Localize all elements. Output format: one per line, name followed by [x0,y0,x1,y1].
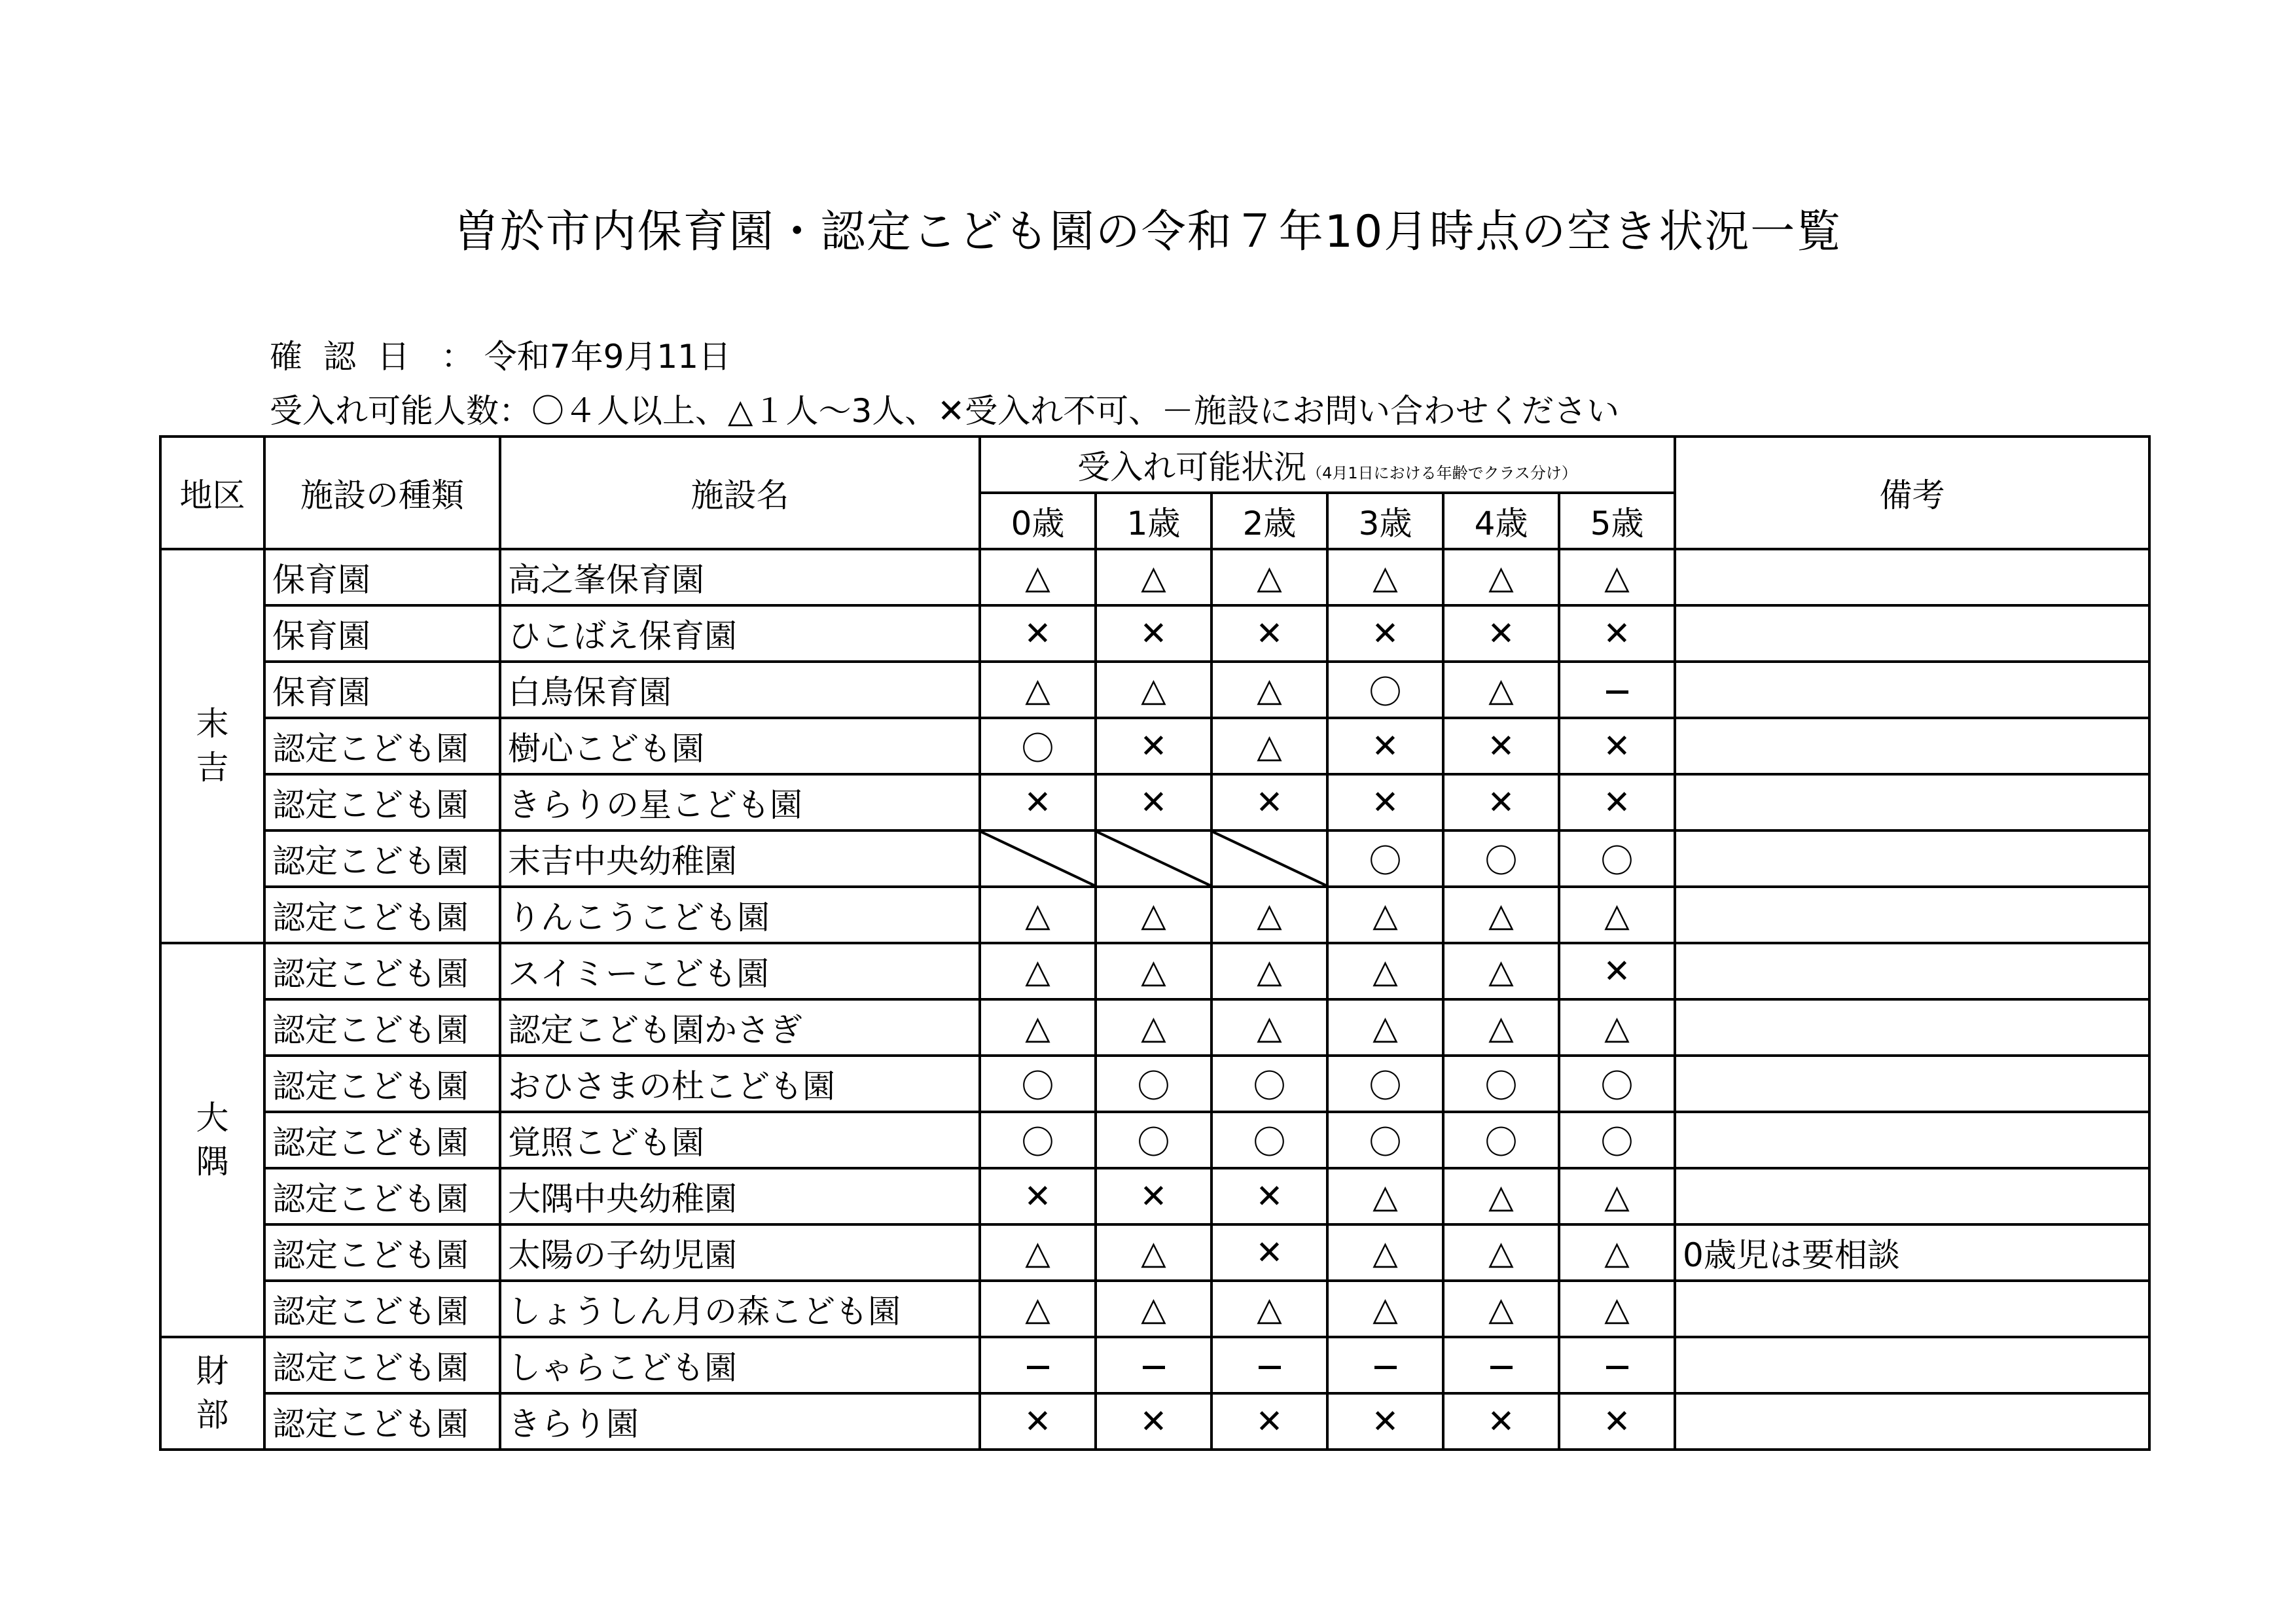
header-district: 地区 [160,437,264,549]
availability-mark-cross: ✕ [1327,718,1443,774]
availability-mark-cross: ✕ [1096,774,1211,830]
dash-icon [1027,1366,1049,1369]
availability-mark-circle: 〇 [1327,830,1443,887]
facility-name-cell: 認定こども園かさぎ [500,999,980,1056]
table-row [160,1056,2149,1112]
availability-mark-triangle: △ [1443,1168,1559,1224]
facility-name-cell: 樹心こども園 [500,718,980,774]
table-row [160,943,2149,999]
header-availability [980,437,1675,493]
confirmation-date-separator: ： [440,338,474,376]
availability-mark-triangle: △ [1096,662,1211,718]
availability-mark-cross: ✕ [1327,774,1443,830]
availability-mark-triangle: △ [1327,1224,1443,1281]
availability-mark-triangle: △ [1096,1281,1211,1337]
district-char: 部 [196,1396,229,1434]
table-row [160,830,2149,887]
facility-name-cell: 太陽の子幼児園 [500,1224,980,1281]
table-row [160,1168,2149,1224]
confirmation-date [270,330,731,378]
district-cell [160,1337,264,1450]
availability-mark-triangle: △ [980,662,1096,718]
header-facility-type: 施設の種類 [264,437,500,549]
remarks-cell [1675,718,2149,774]
availability-mark-circle: 〇 [1327,1056,1443,1112]
dash-icon [1259,1366,1281,1369]
availability-mark-triangle: △ [1096,1224,1211,1281]
availability-mark-cross: ✕ [1559,943,1675,999]
table-row [160,1112,2149,1168]
availability-mark-cross: ✕ [1327,1393,1443,1450]
facility-name-cell: しょうしん月の森こども園 [500,1281,980,1337]
availability-mark-contact [1559,1337,1675,1393]
availability-mark-cross: ✕ [1443,605,1559,662]
availability-mark-triangle: △ [980,943,1096,999]
confirmation-date-value: 令和7年9月11日 [484,338,732,376]
header-age-4: 4歳 [1443,493,1559,549]
availability-mark-circle: 〇 [1096,1112,1211,1168]
header-age-2: 2歳 [1211,493,1327,549]
availability-legend: 受入れ可能人数：〇４人以上、△１人～3人、✕受入れ不可、－施設にお問い合わせください [270,392,1620,430]
availability-mark-cross: ✕ [980,605,1096,662]
district-char: 末 [196,704,229,743]
availability-mark-cross: ✕ [1211,1168,1327,1224]
availability-mark-circle: 〇 [1327,1112,1443,1168]
table-row [160,549,2149,605]
availability-mark-triangle: △ [1327,1281,1443,1337]
facility-name-cell: 末吉中央幼稚園 [500,830,980,887]
remarks-cell [1675,774,2149,830]
facility-name-cell: 高之峯保育園 [500,549,980,605]
table-row [160,1224,2149,1281]
availability-mark-triangle: △ [1443,887,1559,943]
dash-icon [1490,1366,1513,1369]
facility-type-cell: 保育園 [264,605,500,662]
facility-type-cell: 認定こども園 [264,1337,500,1393]
remarks-cell [1675,830,2149,887]
table-row [160,887,2149,943]
facility-name-cell: きらり園 [500,1393,980,1450]
remarks-cell [1675,943,2149,999]
availability-mark-circle: 〇 [1559,830,1675,887]
table-body [160,549,2149,1450]
facility-name-cell: 覚照こども園 [500,1112,980,1168]
district-char: 財 [196,1351,229,1390]
availability-mark-cross: ✕ [1559,605,1675,662]
district-char: 隅 [196,1143,229,1181]
facility-type-cell: 保育園 [264,662,500,718]
availability-mark-triangle: △ [1443,549,1559,605]
facility-type-cell: 認定こども園 [264,887,500,943]
availability-mark-triangle: △ [980,887,1096,943]
district-char: 吉 [196,749,229,787]
availability-mark-cross: ✕ [1443,718,1559,774]
header-remarks: 備考 [1675,437,2149,549]
remarks-cell [1675,1168,2149,1224]
confirmation-date-label: 確認日 [270,338,431,376]
availability-mark-circle: 〇 [1559,1056,1675,1112]
district-cell [160,549,264,943]
remarks-cell: 0歳児は要相談 [1675,1224,2149,1281]
header-age-0: 0歳 [980,493,1096,549]
availability-mark-triangle: △ [1096,549,1211,605]
table-row [160,1281,2149,1337]
district-char: 大 [196,1098,229,1137]
availability-mark-triangle: △ [1211,887,1327,943]
availability-mark-cross: ✕ [1211,605,1327,662]
header-age-1: 1歳 [1096,493,1211,549]
remarks-cell [1675,1281,2149,1337]
availability-mark-triangle: △ [1211,718,1327,774]
header-age-5: 5歳 [1559,493,1675,549]
dash-icon [1374,1366,1397,1369]
availability-mark-triangle: △ [1559,1168,1675,1224]
facility-type-cell: 認定こども園 [264,1393,500,1450]
availability-mark-cross: ✕ [1559,774,1675,830]
facility-name-cell: スイミーこども園 [500,943,980,999]
remarks-cell [1675,999,2149,1056]
availability-mark-triangle: △ [1559,887,1675,943]
availability-mark-triangle: △ [1211,549,1327,605]
availability-mark-contact [1443,1337,1559,1393]
facility-type-cell: 認定こども園 [264,999,500,1056]
availability-mark-triangle: △ [1559,1281,1675,1337]
dash-icon [1606,690,1628,694]
remarks-cell [1675,1112,2149,1168]
facility-type-cell: 認定こども園 [264,943,500,999]
availability-mark-triangle: △ [1443,1281,1559,1337]
remarks-cell [1675,605,2149,662]
facility-name-cell: しゃらこども園 [500,1337,980,1393]
not-applicable-slash-icon [1211,830,1327,887]
header-availability-label: 受入れ可能状況 [1077,448,1307,486]
table-row [160,662,2149,718]
availability-mark-triangle: △ [1211,662,1327,718]
availability-mark-cross: ✕ [1443,774,1559,830]
header-age-3: 3歳 [1327,493,1443,549]
facility-name-cell: ひこばえ保育園 [500,605,980,662]
availability-mark-circle: 〇 [980,1112,1096,1168]
availability-mark-cross: ✕ [980,774,1096,830]
availability-mark-triangle: △ [1096,999,1211,1056]
facility-name-cell: おひさまの杜こども園 [500,1056,980,1112]
availability-mark-cross: ✕ [1211,1393,1327,1450]
table-row [160,999,2149,1056]
table-row [160,1337,2149,1393]
availability-mark-contact [1327,1337,1443,1393]
district-cell [160,943,264,1337]
availability-mark-triangle: △ [1096,943,1211,999]
availability-mark-cross: ✕ [1096,718,1211,774]
availability-mark-triangle: △ [1211,943,1327,999]
remarks-cell [1675,1056,2149,1112]
availability-mark-cross: ✕ [1211,774,1327,830]
availability-mark-triangle: △ [1559,1224,1675,1281]
availability-mark-cross: ✕ [1559,718,1675,774]
availability-mark-circle: 〇 [1327,662,1443,718]
facility-type-cell: 認定こども園 [264,1281,500,1337]
availability-mark-circle: 〇 [1443,1056,1559,1112]
not-applicable-slash-icon [1096,830,1211,887]
availability-mark-triangle: △ [1327,943,1443,999]
facility-type-cell: 認定こども園 [264,1224,500,1281]
availability-mark-triangle: △ [1443,1224,1559,1281]
availability-table [159,435,2151,1451]
remarks-cell [1675,1393,2149,1450]
facility-type-cell: 認定こども園 [264,1112,500,1168]
facility-type-cell: 認定こども園 [264,1056,500,1112]
facility-type-cell: 認定こども園 [264,830,500,887]
table-row [160,718,2149,774]
remarks-cell [1675,1337,2149,1393]
header-availability-note: （4月1日における年齢でクラス分け） [1306,464,1577,482]
availability-mark-cross: ✕ [1096,1393,1211,1450]
facility-type-cell: 認定こども園 [264,774,500,830]
facility-name-cell: りんこうこども園 [500,887,980,943]
availability-mark-triangle: △ [1443,999,1559,1056]
availability-mark-cross: ✕ [1096,605,1211,662]
availability-mark-triangle: △ [1211,999,1327,1056]
facility-name-cell: きらりの星こども園 [500,774,980,830]
page-title: 曽於市内保育園・認定こども園の令和７年10月時点の空き状況一覧 [454,206,1842,258]
availability-mark-circle: 〇 [1211,1112,1327,1168]
remarks-cell [1675,549,2149,605]
availability-mark-circle: 〇 [980,718,1096,774]
not-applicable-slash-icon [980,830,1096,887]
table-row [160,774,2149,830]
availability-mark-triangle: △ [1327,999,1443,1056]
availability-mark-triangle: △ [980,1224,1096,1281]
availability-mark-circle: 〇 [1096,1056,1211,1112]
facility-type-cell: 保育園 [264,549,500,605]
availability-mark-triangle: △ [980,549,1096,605]
availability-mark-cross: ✕ [1559,1393,1675,1450]
availability-mark-triangle: △ [1559,549,1675,605]
availability-mark-circle: 〇 [1443,1112,1559,1168]
availability-mark-cross: ✕ [1327,605,1443,662]
table-row [160,1393,2149,1450]
availability-mark-triangle: △ [1327,1168,1443,1224]
header-facility-name: 施設名 [500,437,980,549]
availability-mark-triangle: △ [980,999,1096,1056]
facility-name-cell: 白鳥保育園 [500,662,980,718]
dash-icon [1143,1366,1165,1369]
availability-mark-triangle: △ [1443,943,1559,999]
dash-icon [1606,1366,1628,1369]
availability-mark-triangle: △ [1327,549,1443,605]
availability-mark-contact [1211,1337,1327,1393]
availability-mark-triangle: △ [980,1281,1096,1337]
availability-mark-triangle: △ [1327,887,1443,943]
remarks-cell [1675,662,2149,718]
availability-mark-circle: 〇 [1559,1112,1675,1168]
availability-mark-cross: ✕ [980,1168,1096,1224]
facility-name-cell: 大隅中央幼稚園 [500,1168,980,1224]
availability-mark-triangle: △ [1211,1281,1327,1337]
remarks-cell [1675,887,2149,943]
availability-mark-cross: ✕ [1211,1224,1327,1281]
availability-mark-cross: ✕ [980,1393,1096,1450]
availability-mark-cross: ✕ [1096,1168,1211,1224]
facility-type-cell: 認定こども園 [264,1168,500,1224]
availability-mark-circle: 〇 [1443,830,1559,887]
table-row [160,605,2149,662]
availability-mark-triangle: △ [1096,887,1211,943]
availability-mark-triangle: △ [1559,999,1675,1056]
facility-type-cell: 認定こども園 [264,718,500,774]
availability-mark-contact [980,1337,1096,1393]
availability-mark-cross: ✕ [1443,1393,1559,1450]
availability-mark-contact [1096,1337,1211,1393]
availability-mark-contact [1559,662,1675,718]
availability-mark-circle: 〇 [980,1056,1096,1112]
availability-mark-triangle: △ [1443,662,1559,718]
availability-mark-circle: 〇 [1211,1056,1327,1112]
